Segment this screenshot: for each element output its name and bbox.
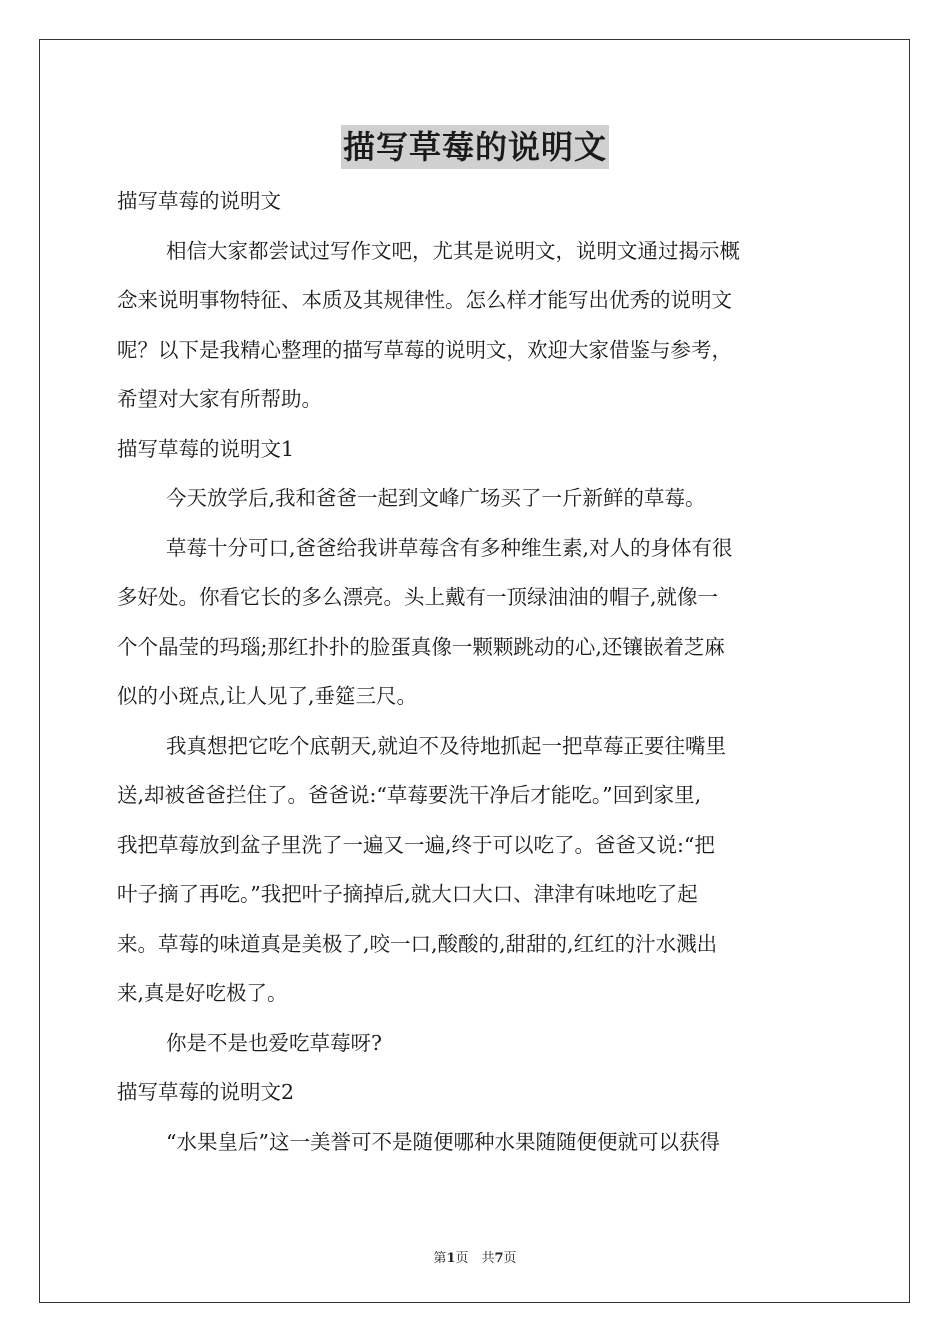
document-body — [117, 177, 837, 1167]
text-line: 送,却被爸爸拦住了。爸爸说:“草莓要洗干净后才能吃。”回到家里, — [117, 783, 702, 807]
text-line: 描写草莓的说明文1 — [117, 436, 295, 461]
text-line: 呢？以下是我精心整理的描写草莓的说明文，欢迎大家借鉴与参考， — [117, 337, 732, 362]
text-line: 草莓十分可口,爸爸给我讲草莓含有多种维生素,对人的身体有很 — [166, 535, 733, 560]
text-line: 描写草莓的说明文2 — [117, 1080, 295, 1104]
text-line: 希望对大家有所帮助。 — [117, 387, 322, 411]
text-line: 似的小斑点,让人见了,垂筵三尺。 — [117, 684, 418, 708]
title-container — [0, 125, 950, 169]
footer-total-pages: 7 — [494, 1251, 504, 1266]
footer-prefix: 第 — [433, 1251, 447, 1266]
text-line: 我真想把它吃个底朝天,就迫不及待地抓起一把草莓正要往嘴里 — [166, 733, 727, 758]
text-line: 描写草莓的说明文 — [117, 189, 281, 213]
footer-suffix: 页 — [503, 1251, 517, 1266]
document-title: 描写草莓的说明文 — [341, 125, 609, 169]
page-footer — [0, 1247, 950, 1266]
footer-current-page: 1 — [446, 1251, 456, 1266]
text-line: 今天放学后,我和爸爸一起到文峰广场买了一斤新鲜的草莓。 — [166, 486, 706, 510]
text-line: 个个晶莹的玛瑙;那红扑扑的脸蛋真像一颗颗跳动的心,还镶嵌着芝麻 — [117, 634, 725, 659]
text-line: 来。草莓的味道真是美极了,咬一口,酸酸的,甜甜的,红红的汁水溅出 — [117, 931, 718, 956]
text-line: 我把草莓放到盆子里洗了一遍又一遍,终于可以吃了。爸爸又说:“把 — [117, 832, 715, 857]
text-line: “水果皇后”这一美誉可不是随便哪种水果随随便便就可以获得 — [166, 1129, 720, 1154]
text-line: 相信大家都尝试过写作文吧，尤其是说明文，说明文通过揭示概 — [166, 238, 740, 263]
text-line: 多好处。你看它长的多么漂亮。头上戴有一顶绿油油的帽子,就像一 — [117, 585, 719, 609]
footer-mid: 页 共 — [455, 1251, 495, 1266]
text-line: 你是不是也爱吃草莓呀? — [166, 1030, 382, 1055]
text-line: 来,真是好吃极了。 — [117, 981, 288, 1005]
text-line: 念来说明事物特征、本质及其规律性。怎么样才能写出优秀的说明文 — [117, 288, 732, 312]
text-line: 叶子摘了再吃。”我把叶子摘掉后,就大口大口、津津有味地吃了起 — [117, 882, 698, 906]
